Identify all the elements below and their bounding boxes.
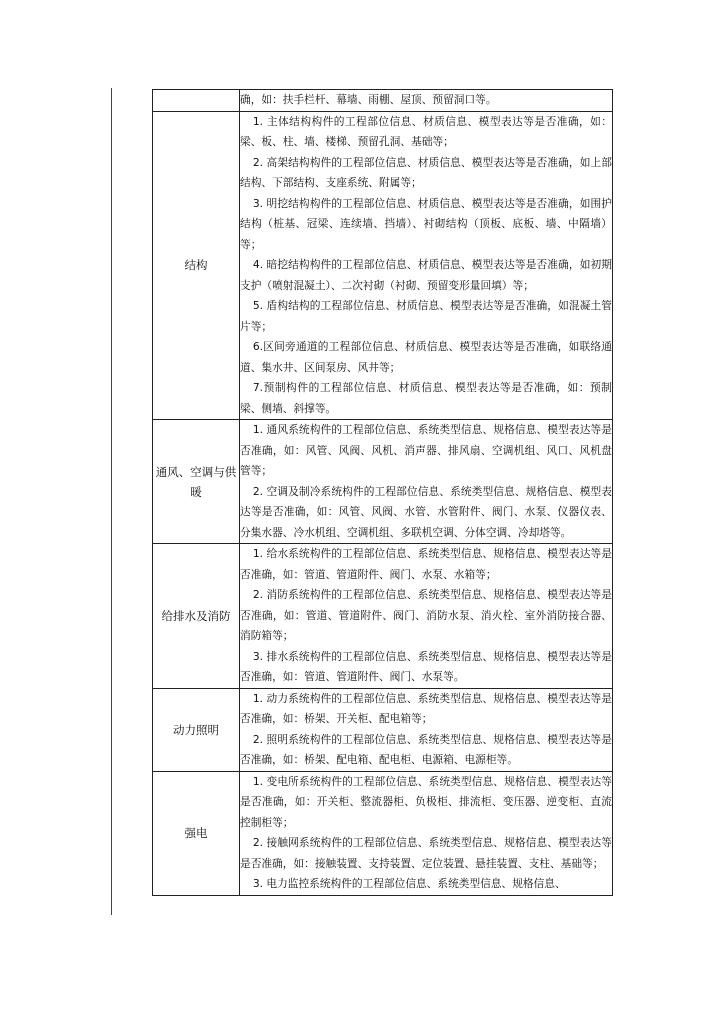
category-cell: 给排水及消防 [153,544,240,689]
list-item: 1. 通风系统构件的工程部位信息、系统类型信息、规格信息、模型表达等是否准确，如：风管、风阀、风机、消声器、排风扇、空调机组、风口、风机盘管等； [240,423,612,477]
category-cell [153,90,240,112]
inspection-table [152,89,613,896]
list-item: 5. 盾构结构的工程部位信息、材质信息、模型表达等是否准确，如混凝土管片等； [240,299,612,333]
list-item: 3. 电力监控系统构件的工程部位信息、系统类型信息、规格信息、 [252,877,566,890]
category-cell: 强电 [153,771,240,895]
category-cell: 结构 [153,111,240,420]
description-cell [240,420,613,544]
description-cell [240,90,613,112]
list-item: 2. 照明系统构件的工程部位信息、系统类型信息、规格信息、模型表达等是否准确，如：桥架、配电箱、配电柜、电源箱、电源柜等。 [240,732,612,766]
table-row [153,544,613,689]
list-item: 6.区间旁通道的工程部位信息、材质信息、模型表达等是否准确，如联络通道、集水井、区间泵房、风井等； [240,340,612,374]
list-item: 4. 暗挖结构构件的工程部位信息、材质信息、模型表达等是否准确，如初期支护（喷射混凝土）、二次衬砌（衬砌、预留变形量回填）等； [240,258,612,292]
list-item: 2. 高架结构构件的工程部位信息、材质信息、模型表达等是否准确，如上部结构、下部结构、支座系统、附属等； [240,155,612,189]
category-cell: 动力照明 [153,688,240,771]
list-item: 1. 变电所系统构件的工程部位信息、系统类型信息、规格信息、模型表达等是否准确，如：开关柜、整流器柜、负极柜、排流柜、变压器、逆变柜、直流控制柜等； [240,774,612,829]
list-item: 2. 空调及制冷系统构件的工程部位信息、系统类型信息、规格信息、模型表达等是否准确，如：风管、风阀、水管、水管附件、阀门、水泵、仪器仪表、分集水器、冷水机组、空调机组、多联机空调、分体空调、冷却塔等。 [240,484,612,539]
table-row [153,420,613,544]
page-margin-line [111,88,112,915]
list-item: 1. 给水系统构件的工程部位信息、系统类型信息、规格信息、模型表达等是否准确，如：管道、管道附件、阀门、水泵、水箱等； [240,547,612,581]
description-cell [240,544,613,689]
description-cell [240,771,613,895]
list-item: 1. 主体结构构件的工程部位信息、材质信息、模型表达等是否准确，如：梁、板、柱、墙、楼梯、预留孔洞、基础等； [240,114,612,148]
list-item: 3. 排水系统构件的工程部位信息、系统类型信息、规格信息、模型表达等是否准确，如：管道、管道附件、阀门、水泵等。 [240,649,612,683]
list-item: 1. 动力系统构件的工程部位信息、系统类型信息、规格信息、模型表达等是否准确，如：桥架、开关柜、配电箱等； [240,691,612,725]
description-cell [240,688,613,771]
list-item: 确，如：扶手栏杆、幕墙、雨棚、屋顶、预留洞口等。 [240,93,497,106]
table-row [153,90,613,112]
list-item: 3. 明挖结构构件的工程部位信息、材质信息、模型表达等是否准确，如围护结构（桩基、冠梁、连续墙、挡墙）、衬砌结构（顶板、底板、墙、中隔墙）等； [240,196,612,251]
description-cell [240,111,613,420]
category-cell: 通风、空调与供暖 [153,420,240,544]
table-row [153,111,613,420]
table-row [153,688,613,771]
table-row [153,771,613,895]
list-item: 7.预制构件的工程部位信息、材质信息、模型表达等是否准确，如：预制梁、侧墙、斜撑等。 [240,381,612,415]
list-item: 2. 接触网系统构件的工程部位信息、系统类型信息、规格信息、模型表达等是否准确，如：接触装置、支持装置、定位装置、悬挂装置、支柱、基础等； [240,836,612,870]
list-item: 2. 消防系统构件的工程部位信息、系统类型信息、规格信息、模型表达等是否准确，如：管道、管道附件、阀门、消防水泵、消火栓、室外消防接合器、消防箱等； [240,588,612,642]
